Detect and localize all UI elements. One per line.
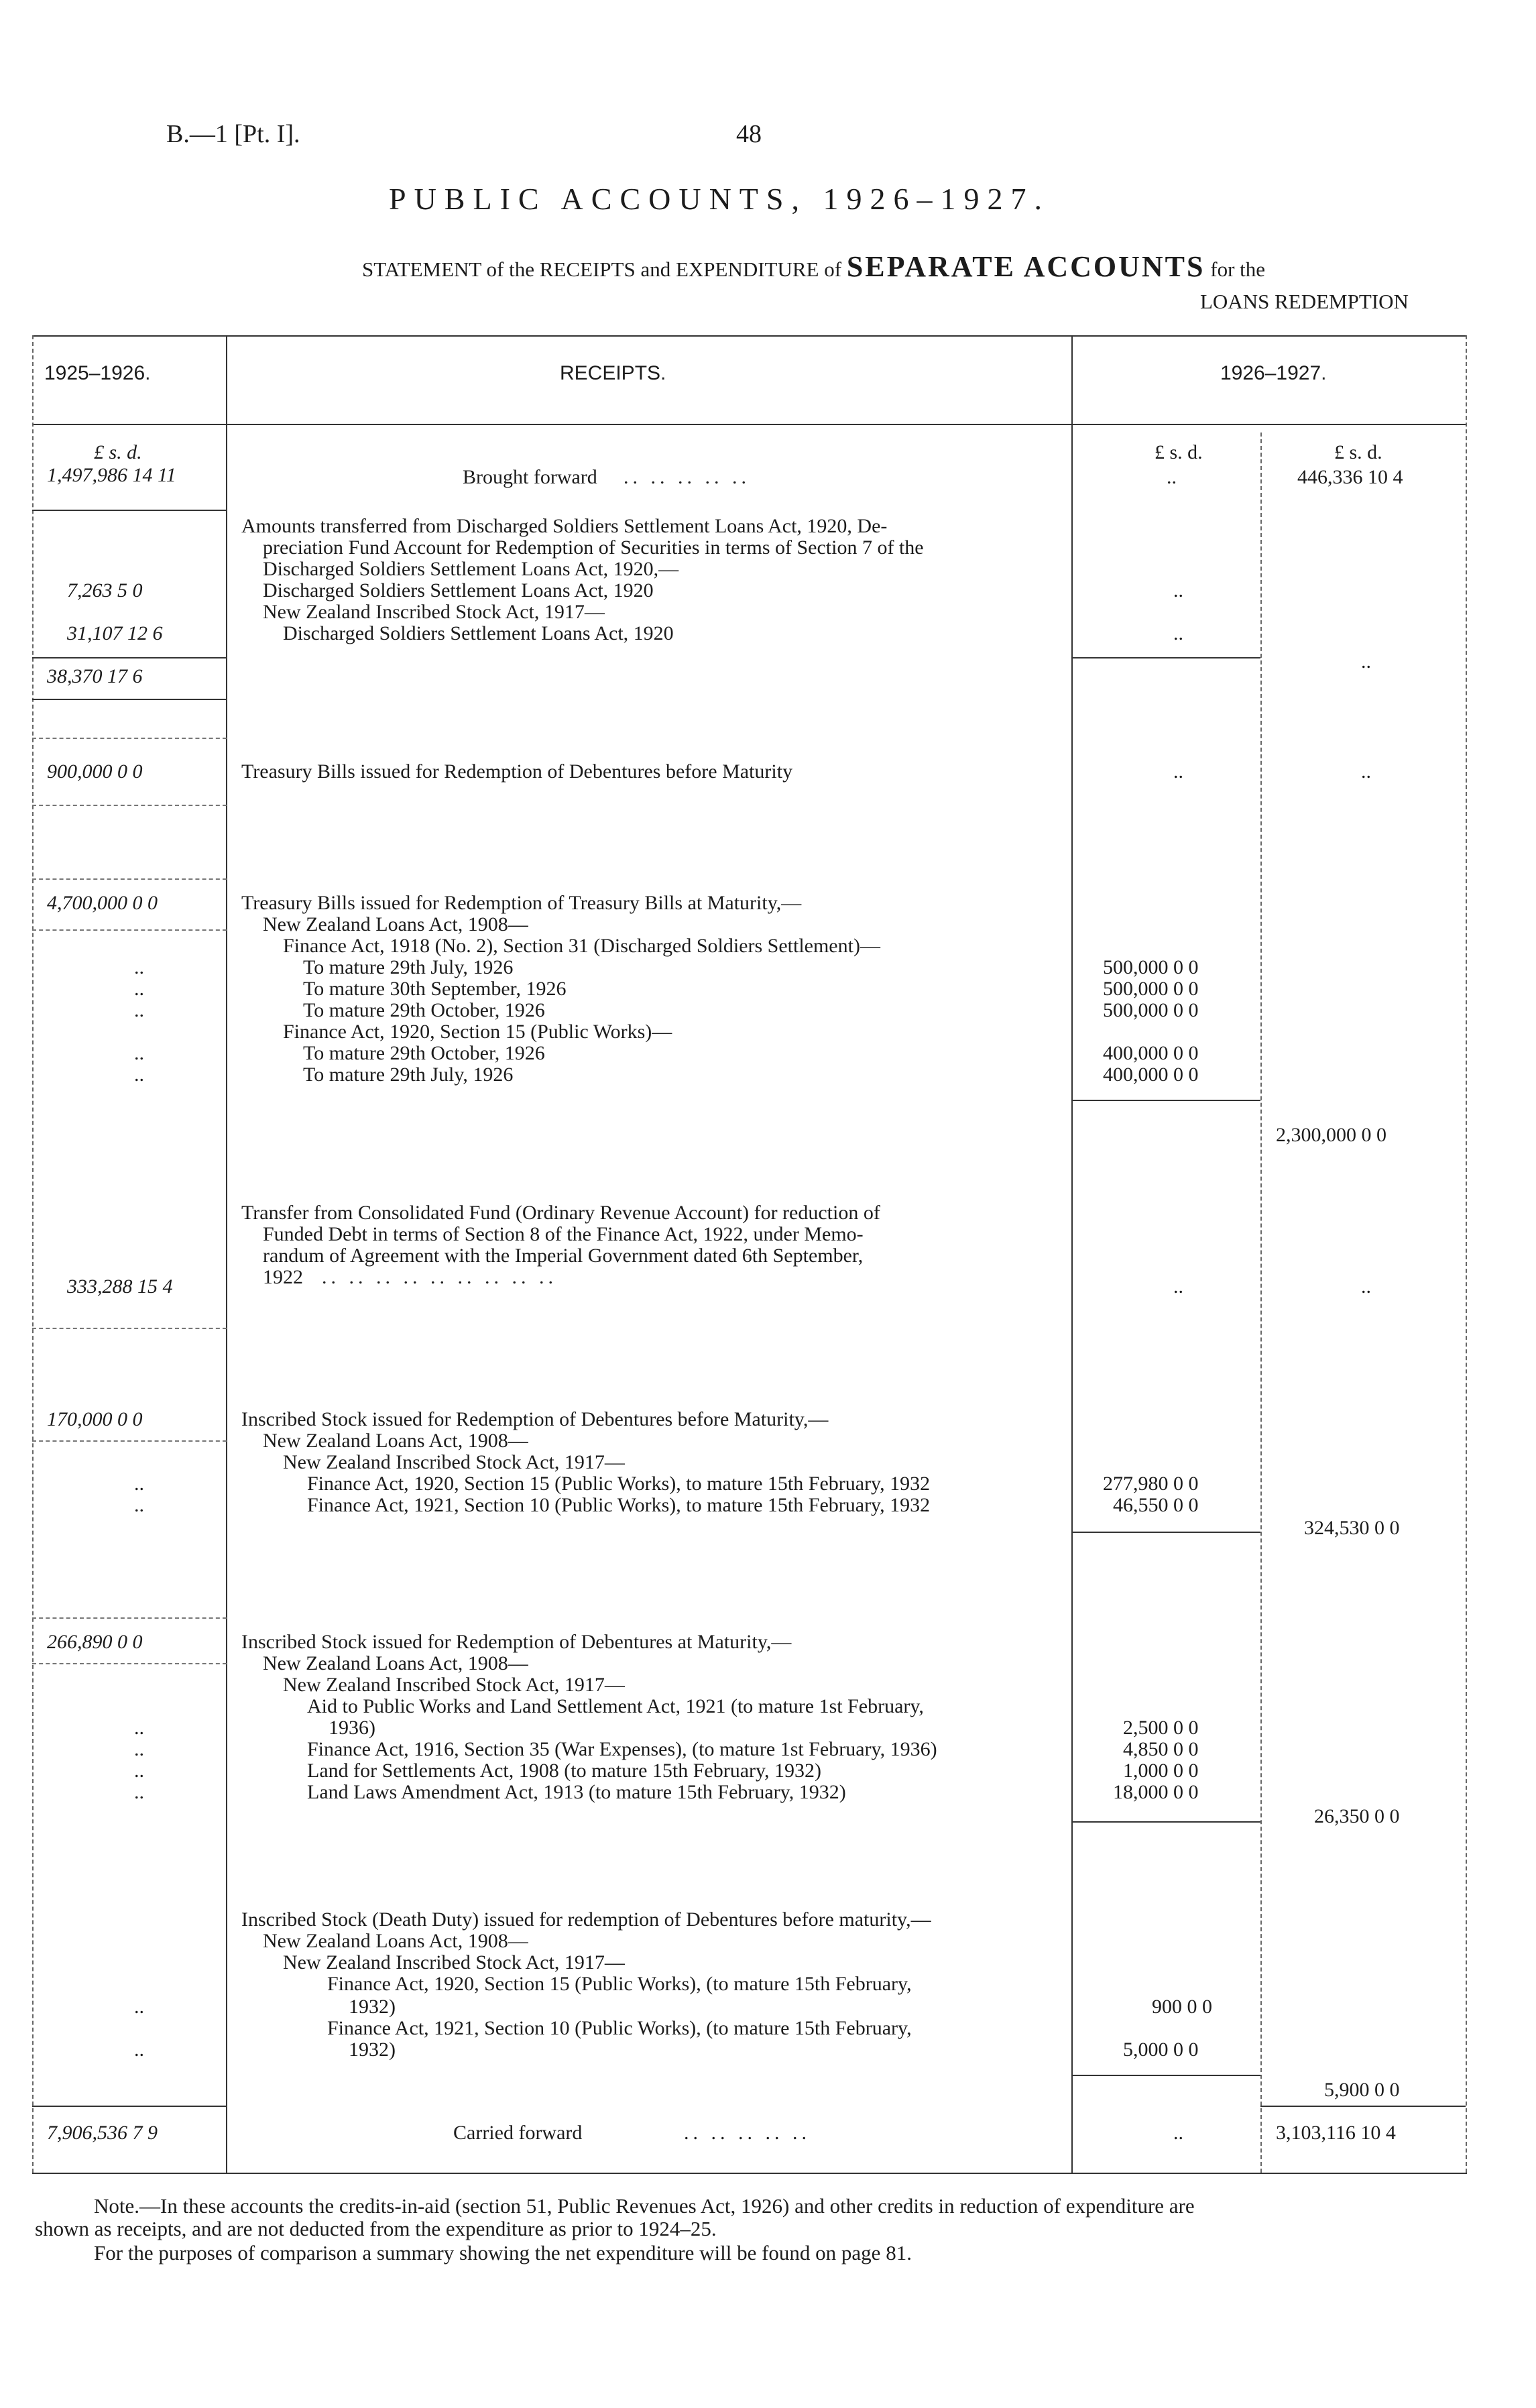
col-header-prev-year: 1925–1926.	[44, 362, 151, 384]
discharged-total-right: ..	[1361, 650, 1371, 673]
table-row-prev: ..	[134, 1781, 144, 1803]
treasury-at-fin1920: Finance Act, 1920, Section 15 (Public Works)—	[283, 1021, 672, 1043]
inscribed-at-row1-prev: ..	[134, 1717, 144, 1739]
treasury-at-act: New Zealand Loans Act, 1908—	[263, 913, 528, 935]
subtitle-post: for the	[1210, 257, 1266, 281]
row-rule	[32, 805, 227, 806]
inscribed-at-row1-line1: Aid to Public Works and Land Settlement Act, 1921 (to mature 1st February,	[307, 1695, 924, 1717]
carried-forward-right: 3,103,116 10 4	[1276, 2122, 1396, 2144]
page-reference: B.—1 [Pt. I].	[166, 120, 300, 148]
leader-dots: .. .. .. .. ..	[684, 2122, 811, 2144]
statement-subtitle	[362, 249, 1265, 284]
brought-forward-right: 446,336 10 4	[1297, 466, 1403, 488]
brought-forward-prev: 1,497,986 14 11	[47, 464, 176, 486]
table-row-label: Land Laws Amendment Act, 1913 (to mature 15th February, 1932)	[307, 1781, 846, 1803]
units-mid: £ s. d.	[1155, 441, 1203, 463]
treasury-at-label: Treasury Bills issued for Redemption of Treasury Bills at Maturity,—	[241, 892, 802, 914]
death-duty-row1-mid: 900 0 0	[1152, 1996, 1212, 2018]
carried-forward-mid: ..	[1173, 2122, 1183, 2144]
brought-forward-mid: ..	[1167, 466, 1177, 488]
consolidated-line4: 1922	[263, 1266, 303, 1288]
table-top-rule	[32, 335, 1467, 337]
discharged-total-prev: 38,370 17 6	[47, 665, 143, 687]
units-prev: £ s. d.	[94, 441, 142, 463]
death-duty-row1-line2: 1932)	[349, 1996, 396, 2018]
table-left-rule	[32, 335, 34, 2173]
table-row-prev: ..	[134, 999, 144, 1021]
table-row-prev: ..	[134, 1473, 144, 1495]
discharged-item2-prev: 31,107 12 6	[67, 622, 163, 644]
carried-forward-prev: 7,906,536 7 9	[47, 2122, 158, 2144]
row-rule	[32, 657, 227, 658]
page-title: PUBLIC ACCOUNTS, 1926–1927.	[389, 182, 1050, 216]
header-bottom-rule	[32, 424, 1467, 425]
table-row-prev: ..	[134, 1064, 144, 1086]
death-duty-label: Inscribed Stock (Death Duty) issued for redemption of Debentures before maturity,—	[241, 1908, 931, 1931]
col-divider-prev	[226, 335, 227, 2173]
brought-forward-label: Brought forward	[463, 466, 597, 488]
death-duty-act: New Zealand Loans Act, 1908—	[263, 1930, 528, 1952]
consolidated-line3: randum of Agreement with the Imperial Government dated 6th September,	[263, 1245, 864, 1267]
leader-dots: .. .. .. .. ..	[624, 466, 750, 488]
row-rule	[32, 2106, 227, 2107]
death-duty-row2-prev: ..	[134, 2039, 144, 2061]
table-row-mid: 46,550 0 0	[1113, 1494, 1199, 1516]
discharged-line3: Discharged Soldiers Settlement Loans Act, 1920,—	[263, 558, 679, 580]
inscribed-at-label: Inscribed Stock issued for Redemption of Debentures at Maturity,—	[241, 1631, 792, 1653]
discharged-item2-label: Discharged Soldiers Settlement Loans Act, 1920	[283, 622, 674, 644]
table-row-prev: ..	[134, 1042, 144, 1064]
consolidated-mid: ..	[1173, 1275, 1183, 1298]
inscribed-before-act: New Zealand Loans Act, 1908—	[263, 1430, 528, 1452]
row-rule	[32, 1440, 227, 1442]
table-right-rule	[1466, 335, 1467, 2173]
death-duty-row2-mid: 5,000 0 0	[1123, 2039, 1199, 2061]
consolidated-right: ..	[1361, 1275, 1371, 1298]
table-row-label: To mature 29th October, 1926	[303, 1042, 545, 1064]
row-rule	[32, 929, 227, 931]
row-rule	[32, 1617, 227, 1619]
page-number: 48	[736, 120, 762, 148]
discharged-item1-mid: ..	[1173, 579, 1183, 601]
consolidated-line2: Funded Debt in terms of Section 8 of the Finance Act, 1922, under Memo-	[263, 1223, 864, 1245]
treasury-before-label: Treasury Bills issued for Redemption of Debentures before Maturity	[241, 760, 793, 783]
death-duty-total-right: 5,900 0 0	[1324, 2079, 1400, 2101]
leader-dots: .. .. .. .. .. .. .. .. ..	[322, 1266, 557, 1288]
table-row-mid: 4,850 0 0	[1123, 1738, 1199, 1760]
table-row-prev: ..	[134, 1738, 144, 1760]
inscribed-at-total-right: 26,350 0 0	[1314, 1805, 1400, 1827]
table-row-prev: ..	[134, 978, 144, 1000]
row-rule	[1071, 1532, 1260, 1533]
table-row-label: To mature 29th July, 1926	[303, 1064, 514, 1086]
treasury-at-total-right: 2,300,000 0 0	[1276, 1124, 1386, 1146]
statement-subtitle-line2: LOANS REDEMPTION	[1200, 290, 1409, 313]
row-rule	[32, 510, 227, 511]
death-duty-stock-act: New Zealand Inscribed Stock Act, 1917—	[283, 1951, 625, 1973]
row-rule	[32, 1328, 227, 1329]
discharged-item1-label: Discharged Soldiers Settlement Loans Act, 1920	[263, 579, 654, 601]
col-header-receipts: RECEIPTS.	[560, 362, 666, 384]
inscribed-before-total-right: 324,530 0 0	[1304, 1517, 1400, 1539]
subtitle-bold: SEPARATE ACCOUNTS	[846, 250, 1205, 283]
consolidated-prev: 333,288 15 4	[67, 1275, 173, 1298]
row-rule	[32, 1663, 227, 1664]
discharged-line1: Amounts transferred from Discharged Soldiers Settlement Loans Act, 1920, De-	[241, 515, 888, 537]
row-rule	[32, 878, 227, 880]
row-rule	[1071, 657, 1260, 658]
discharged-sub-head: New Zealand Inscribed Stock Act, 1917—	[263, 601, 605, 623]
inscribed-before-label: Inscribed Stock issued for Redemption of Debentures before Maturity,—	[241, 1408, 829, 1430]
inscribed-at-row1-line2: 1936)	[329, 1717, 375, 1739]
note-line3: For the purposes of comparison a summary showing the net expenditure will be found on page 81.	[94, 2241, 912, 2264]
death-duty-row2-line1: Finance Act, 1921, Section 10 (Public Works), (to mature 15th February,	[327, 2017, 912, 2039]
table-row-mid: 18,000 0 0	[1113, 1781, 1199, 1803]
row-rule	[32, 738, 227, 739]
death-duty-row2-line2: 1932)	[349, 2039, 396, 2061]
table-row-label: Finance Act, 1921, Section 10 (Public Works), to mature 15th February, 1932	[307, 1494, 931, 1516]
table-row-mid: 500,000 0 0	[1103, 999, 1199, 1021]
table-row-mid: 500,000 0 0	[1103, 978, 1199, 1000]
row-rule	[1260, 2106, 1466, 2107]
discharged-item2-mid: ..	[1173, 622, 1183, 644]
table-row-label: Finance Act, 1916, Section 35 (War Expenses), (to mature 1st February, 1936)	[307, 1738, 937, 1760]
table-row-label: To mature 29th July, 1926	[303, 956, 514, 978]
table-row-label: Land for Settlements Act, 1908 (to mature 15th February, 1932)	[307, 1760, 822, 1782]
treasury-before-prev: 900,000 0 0	[47, 760, 143, 783]
row-rule	[1071, 1821, 1260, 1823]
table-row-label: To mature 30th September, 1926	[303, 978, 567, 1000]
death-duty-row1-line1: Finance Act, 1920, Section 15 (Public Works), (to mature 15th February,	[327, 1973, 912, 1995]
inscribed-at-prev: 266,890 0 0	[47, 1631, 143, 1653]
discharged-line2: preciation Fund Account for Redemption of Securities in terms of Section 7 of the	[263, 536, 924, 559]
inscribed-at-row1-mid: 2,500 0 0	[1123, 1717, 1199, 1739]
treasury-at-fin1918: Finance Act, 1918 (No. 2), Section 31 (Discharged Soldiers Settlement)—	[283, 935, 880, 957]
note-line1: Note.—In these accounts the credits-in-aid (section 51, Public Revenues Act, 1926) and other credits in reduction of expenditure are	[94, 2194, 1195, 2218]
table-row-label: To mature 29th October, 1926	[303, 999, 545, 1021]
row-rule	[32, 699, 227, 700]
col-divider-receipts	[1071, 335, 1073, 2173]
death-duty-row1-prev: ..	[134, 1996, 144, 2018]
subtitle-pre: STATEMENT of the RECEIPTS and EXPENDITURE of	[362, 257, 842, 281]
table-row-prev: ..	[134, 1760, 144, 1782]
consolidated-line1: Transfer from Consolidated Fund (Ordinary Revenue Account) for reduction of	[241, 1202, 880, 1224]
table-row-prev: ..	[134, 956, 144, 978]
table-row-prev: ..	[134, 1494, 144, 1516]
treasury-before-right: ..	[1361, 760, 1371, 783]
row-rule	[1071, 2075, 1260, 2076]
table-row-mid: 1,000 0 0	[1123, 1760, 1199, 1782]
inscribed-before-prev: 170,000 0 0	[47, 1408, 143, 1430]
table-row-mid: 277,980 0 0	[1103, 1473, 1199, 1495]
table-row-mid: 400,000 0 0	[1103, 1042, 1199, 1064]
units-right: £ s. d.	[1334, 441, 1382, 463]
table-row-mid: 400,000 0 0	[1103, 1064, 1199, 1086]
discharged-item1-prev: 7,263 5 0	[67, 579, 143, 601]
table-row-label: Finance Act, 1920, Section 15 (Public Works), to mature 15th February, 1932	[307, 1473, 931, 1495]
inscribed-before-stock-act: New Zealand Inscribed Stock Act, 1917—	[283, 1451, 625, 1473]
carried-forward-label: Carried forward	[453, 2122, 583, 2144]
inscribed-at-act: New Zealand Loans Act, 1908—	[263, 1652, 528, 1674]
col-header-curr-year: 1926–1927.	[1220, 362, 1327, 384]
inscribed-at-stock-act: New Zealand Inscribed Stock Act, 1917—	[283, 1674, 625, 1696]
col-divider-mid	[1260, 433, 1262, 2173]
treasury-before-mid: ..	[1173, 760, 1183, 783]
note-line2: shown as receipts, and are not deducted from the expenditure as prior to 1924–25.	[35, 2217, 717, 2240]
treasury-at-prev: 4,700,000 0 0	[47, 892, 158, 914]
row-rule	[1071, 1100, 1260, 1101]
table-bottom-rule	[32, 2173, 1467, 2174]
table-row-mid: 500,000 0 0	[1103, 956, 1199, 978]
